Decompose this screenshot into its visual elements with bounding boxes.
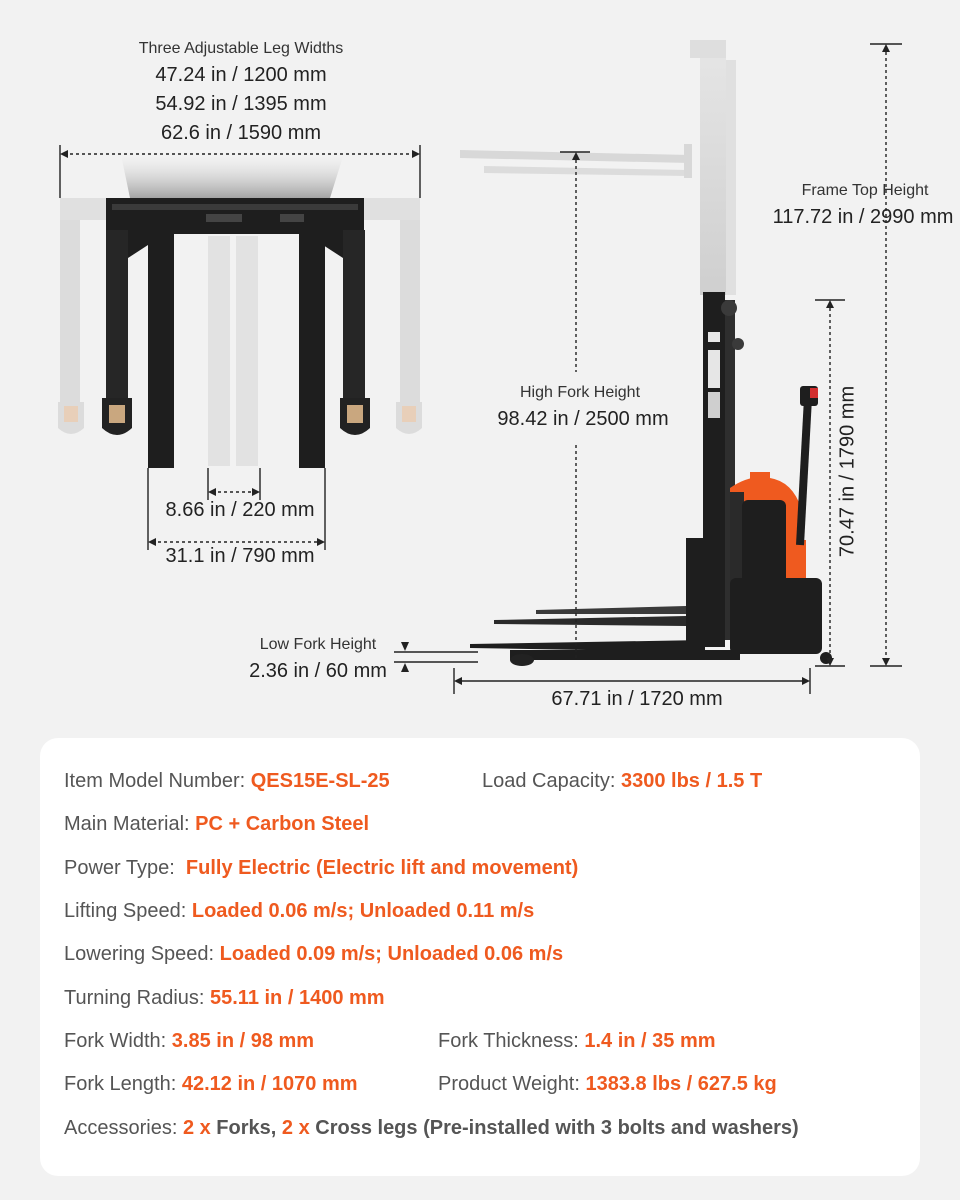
spec-material: Main Material: PC + Carbon Steel [64, 813, 370, 835]
low-fork-value: 2.36 in / 60 mm [249, 660, 387, 682]
spec-capacity: Load Capacity: 3300 lbs / 1.5 T [482, 770, 763, 792]
spec-accessories: Accessories: 2 x Forks, 2 x Cross legs (Pre-installed with 3 bolts and washers) [64, 1117, 799, 1139]
spec-product-weight: Product Weight: 1383.8 lbs / 627.5 kg [438, 1073, 777, 1095]
body-height-value: 70.47 in / 1790 mm [836, 385, 859, 558]
low-fork-label: Low Fork Height [259, 636, 377, 653]
frame-top-label: Frame Top Height [801, 182, 929, 199]
front-wheel-left [102, 398, 132, 435]
front-view [58, 145, 422, 550]
leg-widths-title: Three Adjustable Leg Widths [138, 40, 344, 57]
fork-gap-label: 8.66 in / 220 mm [165, 499, 315, 521]
ghost-leg-right [396, 198, 422, 434]
fork-span-label: 31.1 in / 790 mm [165, 545, 315, 567]
spec-turning-radius: Turning Radius: 55.11 in / 1400 mm [64, 987, 385, 1009]
side-view [394, 40, 902, 694]
spec-fork-thickness: Fork Thickness: 1.4 in / 35 mm [438, 1030, 716, 1052]
ghost-leg-left [58, 198, 84, 434]
frame-top-value: 117.72 in / 2990 mm [772, 206, 954, 228]
ghost-crossbar-left [60, 198, 110, 220]
front-fork-right [299, 234, 325, 468]
overall-length-value: 67.71 in / 1720 mm [551, 688, 723, 710]
leg-width-3: 62.6 in / 1590 mm [160, 122, 322, 144]
spec-fork-width: Fork Width: 3.85 in / 98 mm [64, 1030, 315, 1052]
tiller-handle [800, 398, 808, 545]
ghost-fork-top-2 [484, 166, 688, 176]
ghost-crossbar-right [360, 198, 420, 220]
front-mast-fade [120, 150, 345, 198]
spec-card [40, 738, 920, 1176]
carriage [686, 538, 704, 642]
side-leg [510, 650, 740, 660]
frame-top-dimension [870, 44, 902, 666]
leg-width-2: 54.92 in / 1395 mm [155, 93, 327, 115]
high-fork-label: High Fork Height [519, 384, 641, 401]
spec-power: Power Type: Fully Electric (Electric lift and movement) [64, 857, 579, 879]
ghost-fork-left [208, 236, 230, 466]
front-fork-left [148, 234, 174, 468]
front-leg-right [343, 230, 365, 405]
high-fork-dimension [560, 152, 590, 660]
spec-lifting-speed: Lifting Speed: Loaded 0.06 m/s; Unloaded 0.11 m/s [64, 900, 535, 922]
low-fork-dimension [394, 652, 478, 662]
front-leg-left [106, 230, 128, 405]
spec-model: Item Model Number: QES15E-SL-25 [64, 770, 390, 792]
side-load-wheel [510, 654, 534, 666]
side-fork-low-2 [494, 616, 686, 626]
side-mast [703, 292, 725, 647]
ghost-mast [700, 40, 726, 295]
ghost-fork-right [236, 236, 258, 466]
chain-wheel [721, 300, 737, 316]
front-wheel-right [340, 398, 370, 435]
spec-lowering-speed: Lowering Speed: Loaded 0.09 m/s; Unloaded 0.06 m/s [64, 943, 564, 965]
leg-width-1: 47.24 in / 1200 mm [155, 64, 327, 86]
high-fork-value: 98.42 in / 2500 mm [497, 408, 669, 430]
spec-fork-length: Fork Length: 42.12 in / 1070 mm [64, 1073, 358, 1095]
